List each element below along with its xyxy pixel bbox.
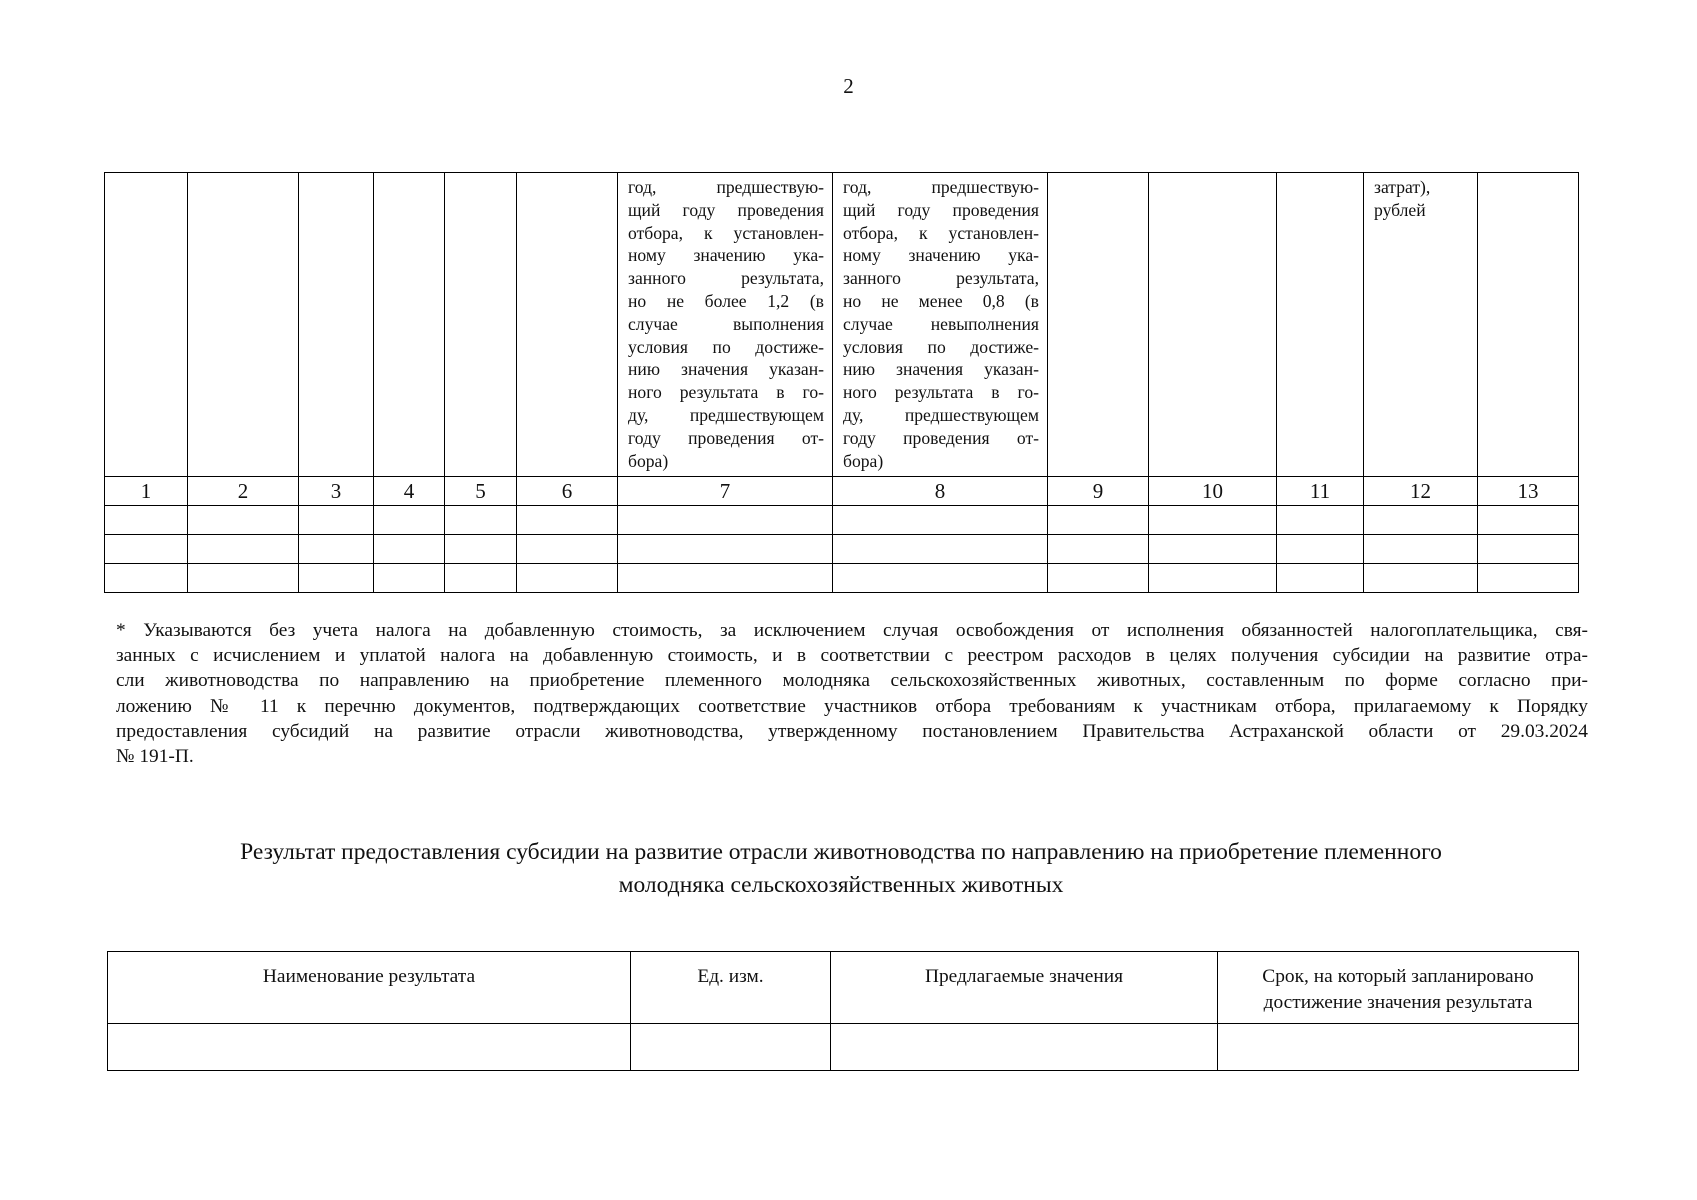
text-line: но не менее 0,8 (в bbox=[843, 290, 1039, 311]
header-cell-9 bbox=[1048, 173, 1149, 477]
text-line: ному значению ука- bbox=[628, 245, 824, 266]
empty-cell bbox=[374, 564, 445, 593]
header-cell-2 bbox=[188, 173, 299, 477]
text-line: случае выполнения bbox=[628, 313, 824, 334]
text-line: ного результата в го- bbox=[628, 382, 824, 403]
empty-cell bbox=[1218, 1024, 1579, 1071]
column-number: 12 bbox=[1364, 477, 1478, 506]
text-line: занного результата, bbox=[843, 268, 1039, 289]
empty-cell bbox=[1277, 564, 1364, 593]
column-number: 4 bbox=[374, 477, 445, 506]
column-number: 2 bbox=[188, 477, 299, 506]
empty-cell bbox=[1364, 535, 1478, 564]
text-line: занного результата, bbox=[628, 268, 824, 289]
footnote-line: сли животноводства по направлению на приобретение племенного молодняка сельскохозяйственных животных, составленным по форме согласно при- bbox=[116, 670, 1588, 692]
text-line: затрат), bbox=[1374, 177, 1431, 197]
result-table-header-row bbox=[108, 952, 1579, 1024]
empty-cell bbox=[1048, 564, 1149, 593]
header-cell-13 bbox=[1478, 173, 1579, 477]
empty-cell bbox=[831, 1024, 1218, 1071]
empty-cell bbox=[618, 535, 833, 564]
empty-cell bbox=[374, 506, 445, 535]
text-line: ного результата в го- bbox=[843, 382, 1039, 403]
empty-cell bbox=[833, 506, 1048, 535]
header-continuation-row bbox=[105, 173, 1579, 477]
empty-cell bbox=[299, 564, 374, 593]
empty-cell bbox=[105, 506, 188, 535]
text-line: ду, предшествующем bbox=[843, 404, 1039, 425]
proposed-values-header: Предлагаемые значения bbox=[831, 952, 1218, 1024]
text-line: случае невыполнения bbox=[843, 313, 1039, 334]
footnote-line: № 191-П. bbox=[116, 746, 194, 768]
result-table bbox=[107, 951, 1579, 1071]
column-12-header-text bbox=[1364, 173, 1477, 222]
result-section-title bbox=[104, 836, 1578, 902]
text-line: ному значению ука- bbox=[843, 245, 1039, 266]
header-cell-11 bbox=[1277, 173, 1364, 477]
text-line: ду, предшествующем bbox=[628, 404, 824, 425]
continuation-table bbox=[104, 172, 1579, 593]
empty-cell bbox=[618, 506, 833, 535]
text-line: бора) bbox=[843, 450, 884, 471]
empty-cell bbox=[1478, 564, 1579, 593]
empty-cell bbox=[1149, 506, 1277, 535]
column-number: 6 bbox=[517, 477, 618, 506]
empty-cell bbox=[517, 564, 618, 593]
footnote-line: ложению № 11 к перечню документов, подтверждающих соответствие участников отбора требованиям к участникам отбора, прилагаемому к Порядку bbox=[116, 695, 1588, 717]
text-line: щий году проведения bbox=[843, 199, 1039, 220]
footnote bbox=[116, 618, 1588, 769]
header-cell-5 bbox=[445, 173, 517, 477]
header-cell-3 bbox=[299, 173, 374, 477]
empty-cell bbox=[517, 506, 618, 535]
empty-cell bbox=[1048, 506, 1149, 535]
empty-cell bbox=[188, 535, 299, 564]
empty-cell bbox=[445, 535, 517, 564]
text-line: году проведения от- bbox=[628, 427, 824, 448]
empty-cell bbox=[445, 506, 517, 535]
header-cell-12 bbox=[1364, 173, 1478, 477]
column-number: 5 bbox=[445, 477, 517, 506]
empty-cell bbox=[188, 506, 299, 535]
empty-cell bbox=[1364, 564, 1478, 593]
column-number: 10 bbox=[1149, 477, 1277, 506]
text-line: год, предшествую- bbox=[843, 177, 1039, 197]
footnote-line: занных с исчислением и уплатой налога на добавленную стоимость, и в соответствии с реестром расходов в целях получения субсидии на развитие отра- bbox=[116, 645, 1588, 667]
text-line: условия по достиже- bbox=[843, 336, 1039, 357]
empty-cell bbox=[1149, 535, 1277, 564]
deadline-header: Срок, на который запланировано достижение значения результата bbox=[1218, 952, 1579, 1024]
unit-header: Ед. изм. bbox=[631, 952, 831, 1024]
header-cell-8 bbox=[833, 173, 1048, 477]
header-cell-4 bbox=[374, 173, 445, 477]
text-line: нию значения указан- bbox=[628, 359, 824, 380]
title-line: Результат предоставления субсидии на развитие отрасли животноводства по направлению на приобретение племенного bbox=[240, 839, 1442, 865]
text-line: но не более 1,2 (в bbox=[628, 290, 824, 311]
column-number: 3 bbox=[299, 477, 374, 506]
page-number: 2 bbox=[843, 74, 854, 98]
footnote-line: * Указываются без учета налога на добавленную стоимость, за исключением случая освобождения от исполнения обязанностей налогоплательщика, свя- bbox=[116, 620, 1588, 641]
empty-cell bbox=[445, 564, 517, 593]
result-table-empty-row bbox=[108, 1024, 1579, 1071]
text-line: условия по достиже- bbox=[628, 336, 824, 357]
column-number: 13 bbox=[1478, 477, 1579, 506]
column-8-header-text bbox=[833, 173, 1047, 472]
empty-cell bbox=[618, 564, 833, 593]
empty-cell bbox=[1277, 506, 1364, 535]
title-line: молодняка сельскохозяйственных животных bbox=[618, 872, 1064, 898]
header-cell-7 bbox=[618, 173, 833, 477]
header-cell-6 bbox=[517, 173, 618, 477]
result-name-header: Наименование результата bbox=[108, 952, 631, 1024]
empty-cell bbox=[299, 535, 374, 564]
empty-cell bbox=[631, 1024, 831, 1071]
empty-cell bbox=[108, 1024, 631, 1071]
column-number: 9 bbox=[1048, 477, 1149, 506]
column-number: 1 bbox=[105, 477, 188, 506]
empty-cell bbox=[299, 506, 374, 535]
column-number: 8 bbox=[833, 477, 1048, 506]
empty-cell bbox=[833, 564, 1048, 593]
empty-cell bbox=[105, 535, 188, 564]
column-number: 7 bbox=[618, 477, 833, 506]
empty-cell bbox=[188, 564, 299, 593]
column-number-row bbox=[105, 477, 1579, 506]
empty-cell bbox=[1364, 506, 1478, 535]
text-line: году проведения от- bbox=[843, 427, 1039, 448]
footnote-line: предоставления субсидий на развитие отрасли животноводства, утвержденному постановлением Правительства Астраханской области от 29.03.2024 bbox=[116, 720, 1588, 742]
empty-table-row bbox=[105, 535, 1579, 564]
empty-cell bbox=[374, 535, 445, 564]
empty-cell bbox=[1048, 535, 1149, 564]
empty-table-row bbox=[105, 506, 1579, 535]
empty-cell bbox=[1149, 564, 1277, 593]
header-cell-10 bbox=[1149, 173, 1277, 477]
text-line: год, предшествую- bbox=[628, 177, 824, 197]
empty-table-row bbox=[105, 564, 1579, 593]
empty-cell bbox=[105, 564, 188, 593]
empty-cell bbox=[833, 535, 1048, 564]
text-line: щий году проведения bbox=[628, 199, 824, 220]
empty-cell bbox=[1478, 535, 1579, 564]
text-line: отбора, к установлен- bbox=[843, 222, 1039, 243]
empty-cell bbox=[1277, 535, 1364, 564]
empty-cell bbox=[1478, 506, 1579, 535]
text-line: бора) bbox=[628, 450, 669, 471]
header-cell-1 bbox=[105, 173, 188, 477]
text-line: нию значения указан- bbox=[843, 359, 1039, 380]
column-7-header-text bbox=[618, 173, 832, 472]
empty-cell bbox=[517, 535, 618, 564]
column-number: 11 bbox=[1277, 477, 1364, 506]
text-line: отбора, к установлен- bbox=[628, 222, 824, 243]
text-line: рублей bbox=[1374, 199, 1426, 220]
